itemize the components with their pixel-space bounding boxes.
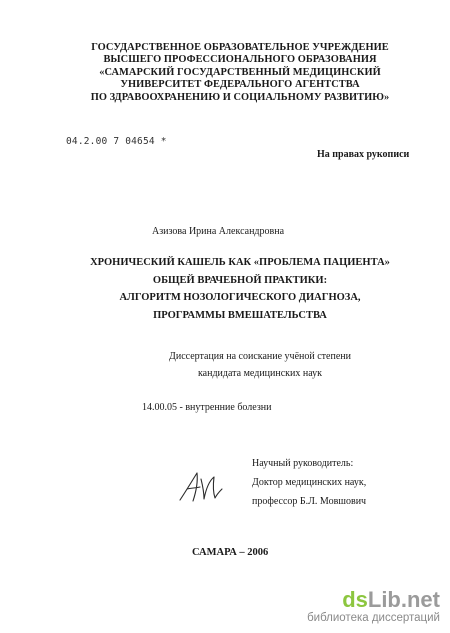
title-line: ПРОГРАММЫ ВМЕШАТЕЛЬСТВА xyxy=(153,309,327,321)
institution-line: «САМАРСКИЙ ГОСУДАРСТВЕННЫЙ МЕДИЦИНСКИЙ xyxy=(99,66,381,78)
dslib-logo xyxy=(307,589,440,611)
title-line: ХРОНИЧЕСКИЙ КАШЕЛЬ КАК «ПРОБЛЕМА ПАЦИЕНТА» xyxy=(90,257,390,268)
supervisor-line: Доктор медицинских наук, xyxy=(252,477,367,488)
supervisor-line: Научный руководитель: xyxy=(252,458,354,469)
logo-part-net: .net xyxy=(400,587,440,612)
institution-line: ВЫСШЕГО ПРОФЕССИОНАЛЬНОГО ОБРАЗОВАНИЯ xyxy=(103,54,377,66)
author-name: Азизова Ирина Александровна xyxy=(152,226,285,237)
title-line: АЛГОРИТМ НОЗОЛОГИЧЕСКОГО ДИАГНОЗА, xyxy=(119,292,361,303)
manuscript-rights-note: На правах рукописи xyxy=(317,149,410,160)
dslib-watermark[interactable] xyxy=(307,589,440,625)
institution-header xyxy=(60,42,420,104)
institution-line: УНИВЕРСИТЕТ ФЕДЕРАЛЬНОГО АГЕНТСТВА xyxy=(120,79,360,91)
scientific-supervisor xyxy=(252,454,366,511)
catalog-stamp-code: 04.2.00 7 04654 * xyxy=(66,136,167,147)
supervisor-line: профессор Б.Л. Мовшович xyxy=(252,496,367,507)
institution-line: ГОСУДАРСТВЕННОЕ ОБРАЗОВАТЕЛЬНОЕ УЧРЕЖДЕНИЕ xyxy=(91,42,389,53)
degree-statement xyxy=(150,348,370,382)
specialty-code: 14.00.05 - внутренние болезни xyxy=(142,402,272,413)
logo-part-lib: Lib xyxy=(367,587,401,612)
handwritten-signature xyxy=(176,467,224,505)
institution-line: ПО ЗДРАВООХРАНЕНИЮ И СОЦИАЛЬНОМУ РАЗВИТИЮ» xyxy=(90,91,390,103)
title-line: ОБЩЕЙ ВРАЧЕБНОЙ ПРАКТИКИ: xyxy=(152,274,328,286)
degree-line: кандидата медицинских наук xyxy=(197,368,323,379)
logo-part-ds: ds xyxy=(342,587,368,612)
city-and-year: САМАРА – 2006 xyxy=(192,547,269,558)
degree-line: Диссертация на соискание учёной степени xyxy=(169,351,351,362)
watermark-subtitle: библиотека диссертаций xyxy=(307,612,440,624)
dissertation-title xyxy=(60,254,420,324)
